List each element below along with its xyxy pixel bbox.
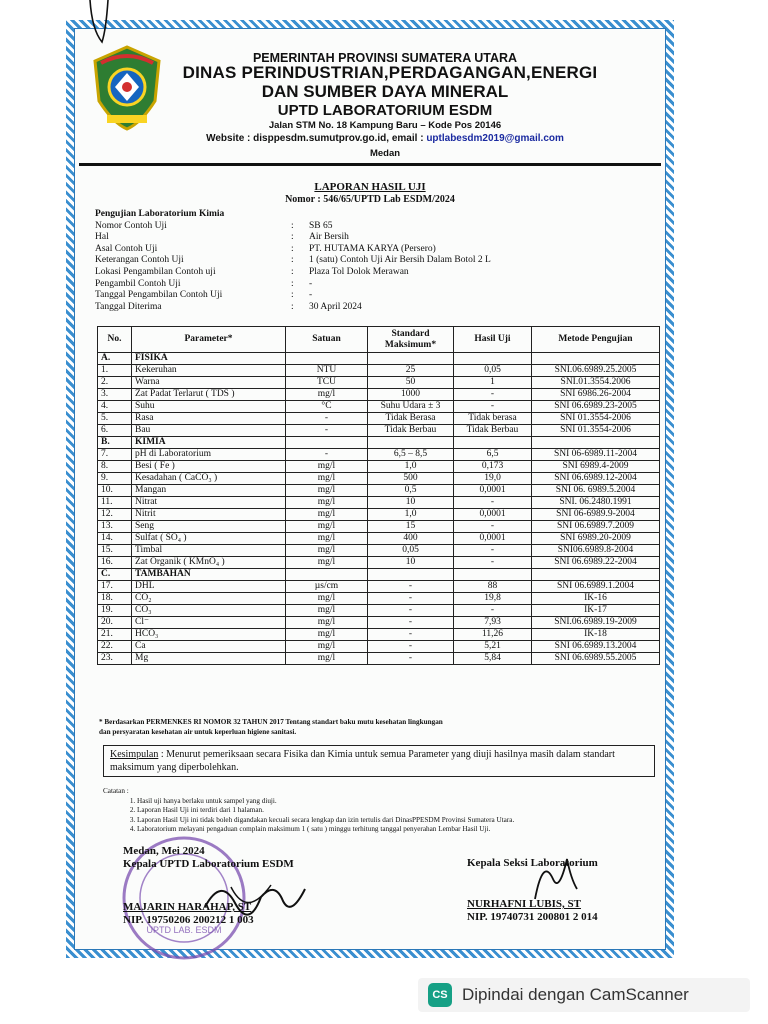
- info-value: 1 (satu) Contoh Uji Air Bersih Dalam Botol 2 L: [309, 255, 491, 266]
- cell-standard: 400: [368, 533, 454, 545]
- cell-unit: mg/l: [286, 485, 368, 497]
- cell-no: 3.: [98, 389, 132, 401]
- department-name-line1: DINAS PERINDUSTRIAN,PERDAGANGAN,ENERGI: [182, 63, 598, 82]
- cell-result: -: [454, 557, 532, 569]
- header-parameter: Parameter*: [132, 327, 286, 353]
- cell-method: SNI 06-6989.11-2004: [532, 449, 660, 461]
- notes-heading: Catatan :: [103, 787, 129, 795]
- website-label: Website : disppesdm.sumutprov.go.id, email :: [206, 133, 427, 144]
- cell-unit: TCU: [286, 377, 368, 389]
- table-section-row: [98, 569, 660, 581]
- sign-left-name: MAJARIN HARAHAP, ST: [123, 901, 252, 913]
- sample-info: [95, 209, 655, 313]
- cell-standard: Suhu Udara ± 3: [368, 401, 454, 413]
- camscanner-label: Dipindai dengan CamScanner: [462, 985, 689, 1004]
- info-value: 30 April 2024: [309, 301, 362, 312]
- cell-standard: 25: [368, 365, 454, 377]
- cell-parameter: Bau: [132, 425, 286, 437]
- cell-unit: mg/l: [286, 533, 368, 545]
- cell-parameter: Zat Organik ( KMnO₄ ): [132, 557, 286, 569]
- info-row: [95, 302, 655, 314]
- cell-unit: [286, 569, 368, 581]
- cell-result: -: [454, 545, 532, 557]
- table-row: [98, 461, 660, 473]
- sign-right-name: NURHAFNI LUBIS, ST: [467, 898, 581, 910]
- info-value: -: [309, 278, 313, 289]
- info-row: [95, 244, 655, 256]
- cell-result: 1: [454, 377, 532, 389]
- conclusion-text: : Menurut pemeriksaan secara Fisika dan Kimia untuk semua Parameter yang diuji hasilnya masih dalam standart maksimum yang diperbolehkan.: [110, 749, 615, 773]
- info-row: [95, 221, 655, 233]
- cell-result: -: [454, 497, 532, 509]
- cell-standard: 15: [368, 521, 454, 533]
- cell-method: SNI 06.6989.13.2004: [532, 641, 660, 653]
- cell-parameter: Warna: [132, 377, 286, 389]
- cell-standard: -: [368, 581, 454, 593]
- table-row: [98, 401, 660, 413]
- cell-method: SNI 06-6989.9-2004: [532, 509, 660, 521]
- letterhead: [75, 29, 665, 167]
- table-row: [98, 473, 660, 485]
- cell-unit: mg/l: [286, 461, 368, 473]
- sign-right-position: Kepala Seksi Laboratorium: [467, 857, 598, 869]
- cell-standard: 1,0: [368, 461, 454, 473]
- cell-standard: [368, 569, 454, 581]
- sign-right-nip: NIP. 19740731 200801 2 014: [467, 911, 598, 923]
- info-value: -: [309, 290, 313, 301]
- cell-no: C.: [98, 569, 132, 581]
- cell-unit: mg/l: [286, 605, 368, 617]
- cell-parameter: Cl⁻: [132, 617, 286, 629]
- email-link[interactable]: uptlabesdm2019@gmail.com: [426, 133, 564, 144]
- info-colon: :: [291, 255, 294, 266]
- cell-unit: -: [286, 425, 368, 437]
- cell-result: [454, 569, 532, 581]
- cell-standard: -: [368, 593, 454, 605]
- cell-method: SNI 6989.4-2009: [532, 461, 660, 473]
- footnote-line2: dan persyaratan kesehatan air untuk keperluan higiene sanitasi.: [99, 728, 297, 736]
- cell-parameter: FISIKA: [132, 353, 286, 365]
- table-section-row: [98, 353, 660, 365]
- cell-parameter: Nitrat: [132, 497, 286, 509]
- sign-date: Medan, Mei 2024: [123, 845, 205, 857]
- cell-parameter: KIMIA: [132, 437, 286, 449]
- cell-method: SNI 06. 6989.5.2004: [532, 485, 660, 497]
- cell-unit: mg/l: [286, 557, 368, 569]
- info-row: [95, 255, 655, 267]
- note-item: 4. Laboratorium melayani pengaduan complain maksimum 1 ( satu ) minggu terhitung tanggal penyerahan Lembar Hasil Uji.: [137, 825, 643, 835]
- info-colon: :: [291, 243, 294, 254]
- report-number: Nomor : 546/65/UPTD Lab ESDM/2024: [285, 194, 455, 205]
- table-row: [98, 365, 660, 377]
- cell-standard: -: [368, 641, 454, 653]
- cell-parameter: Nitrit: [132, 509, 286, 521]
- cell-result: 5,21: [454, 641, 532, 653]
- report-title: LAPORAN HASIL UJI: [314, 181, 426, 193]
- header-unit: Satuan: [286, 327, 368, 353]
- info-colon: :: [291, 301, 294, 312]
- cell-result: 5,84: [454, 653, 532, 665]
- cell-result: -: [454, 389, 532, 401]
- cell-no: 12.: [98, 509, 132, 521]
- cell-unit: mg/l: [286, 653, 368, 665]
- cell-method: [532, 437, 660, 449]
- table-row: [98, 389, 660, 401]
- cell-standard: 1000: [368, 389, 454, 401]
- footnote-line1: * Berdasarkan PERMENKES RI NOMOR 32 TAHUN 2017 Tentang standart baku mutu kesehatan lingkungan: [99, 718, 443, 726]
- info-label: Nomor Contoh Uji: [95, 220, 167, 231]
- cell-unit: mg/l: [286, 389, 368, 401]
- cell-no: 6.: [98, 425, 132, 437]
- stamp-text: UPTD LAB. ESDM: [146, 925, 222, 935]
- table-row: [98, 521, 660, 533]
- cell-result: 19,8: [454, 593, 532, 605]
- info-label: Asal Contoh Uji: [95, 243, 158, 254]
- document-inner: [74, 28, 666, 950]
- cell-result: 88: [454, 581, 532, 593]
- cell-no: 21.: [98, 629, 132, 641]
- info-value: Plaza Tol Dolok Merawan: [309, 266, 409, 277]
- department-name-line2: DAN SUMBER DAYA MINERAL: [261, 82, 509, 101]
- cell-standard: [368, 437, 454, 449]
- cell-no: 14.: [98, 533, 132, 545]
- cell-parameter: Rasa: [132, 413, 286, 425]
- cell-parameter: Besi ( Fe ): [132, 461, 286, 473]
- cell-no: A.: [98, 353, 132, 365]
- cell-result: 0,0001: [454, 509, 532, 521]
- cell-unit: mg/l: [286, 473, 368, 485]
- cell-standard: [368, 353, 454, 365]
- info-label: Pengambil Contoh Uji: [95, 278, 181, 289]
- note-item: 3. Laporan Hasil Uji ini tidak boleh digandakan kecuali secara lengkap dan izin tertulis dari DinasPPESDM Provinsi Sumatera Utara.: [137, 816, 643, 826]
- cell-result: -: [454, 605, 532, 617]
- cell-result: 0,05: [454, 365, 532, 377]
- info-value: Air Bersih: [309, 232, 349, 243]
- cell-standard: -: [368, 617, 454, 629]
- cell-standard: 10: [368, 497, 454, 509]
- cell-method: SNI 01.3554-2006: [532, 413, 660, 425]
- cell-parameter: CO₂: [132, 593, 286, 605]
- cell-method: SNI.01.3554.2006: [532, 377, 660, 389]
- info-label: Keterangan Contoh Uji: [95, 255, 184, 266]
- header-result: Hasil Uji: [454, 327, 532, 353]
- cell-parameter: TAMBAHAN: [132, 569, 286, 581]
- cell-no: 1.: [98, 365, 132, 377]
- table-row: [98, 533, 660, 545]
- cell-unit: mg/l: [286, 497, 368, 509]
- cell-unit: mg/l: [286, 509, 368, 521]
- table-row: [98, 509, 660, 521]
- cell-standard: 6,5 – 8,5: [368, 449, 454, 461]
- results-table: [97, 326, 660, 665]
- table-row: [98, 617, 660, 629]
- table-row: [98, 593, 660, 605]
- signatory-left: [123, 845, 373, 927]
- table-row: [98, 629, 660, 641]
- document-page: [66, 20, 674, 958]
- cell-no: 11.: [98, 497, 132, 509]
- cell-unit: mg/l: [286, 617, 368, 629]
- unit-name: UPTD LABORATORIUM ESDM: [277, 102, 493, 119]
- cell-parameter: Ca: [132, 641, 286, 653]
- info-value: SB 65: [309, 220, 333, 231]
- cell-result: 19,0: [454, 473, 532, 485]
- cell-no: 8.: [98, 461, 132, 473]
- conclusion-box: [103, 745, 655, 777]
- cell-no: 18.: [98, 593, 132, 605]
- cell-result: 11,26: [454, 629, 532, 641]
- cell-parameter: HCO₃: [132, 629, 286, 641]
- cell-parameter: Suhu: [132, 401, 286, 413]
- note-item: 1. Hasil uji hanya berlaku untuk sampel yang diuji.: [137, 797, 643, 807]
- info-colon: :: [291, 290, 294, 301]
- cell-standard: 0,5: [368, 485, 454, 497]
- cell-method: SNI 6986.26-2004: [532, 389, 660, 401]
- cell-method: SNI 06.6989.7.2009: [532, 521, 660, 533]
- cell-no: 13.: [98, 521, 132, 533]
- cell-result: 6,5: [454, 449, 532, 461]
- cell-no: 7.: [98, 449, 132, 461]
- cell-method: SNI 06.6989.22-2004: [532, 557, 660, 569]
- cell-method: SNI. 06.2480.1991: [532, 497, 660, 509]
- cell-result: 7,93: [454, 617, 532, 629]
- pen-mark-icon: [84, 0, 114, 44]
- cell-no: 10.: [98, 485, 132, 497]
- info-row: [95, 267, 655, 279]
- info-label: Tanggal Diterima: [95, 301, 162, 312]
- cell-no: 5.: [98, 413, 132, 425]
- table-row: [98, 653, 660, 665]
- cell-method: SNI 06.6989.12-2004: [532, 473, 660, 485]
- cell-method: SNI 6989.20-2009: [532, 533, 660, 545]
- cell-no: 9.: [98, 473, 132, 485]
- table-row: [98, 485, 660, 497]
- cell-result: Tidak Berbau: [454, 425, 532, 437]
- cell-parameter: DHL: [132, 581, 286, 593]
- cell-standard: 10: [368, 557, 454, 569]
- cell-no: 15.: [98, 545, 132, 557]
- header-method: Metode Pengujian: [532, 327, 660, 353]
- info-colon: :: [291, 220, 294, 231]
- cell-standard: 0,05: [368, 545, 454, 557]
- cell-method: SNI 06.6989.55.2005: [532, 653, 660, 665]
- table-header-row: [98, 327, 660, 353]
- cell-method: [532, 569, 660, 581]
- cell-result: -: [454, 521, 532, 533]
- cell-standard: 500: [368, 473, 454, 485]
- cell-method: IK-18: [532, 629, 660, 641]
- cell-parameter: pH di Laboratorium: [132, 449, 286, 461]
- table-row: [98, 557, 660, 569]
- cell-unit: mg/l: [286, 521, 368, 533]
- cell-standard: -: [368, 653, 454, 665]
- info-row: [95, 290, 655, 302]
- cell-no: B.: [98, 437, 132, 449]
- notes: [103, 787, 643, 835]
- cell-method: SNI06.6989.8-2004: [532, 545, 660, 557]
- cell-method: [532, 353, 660, 365]
- cell-unit: mg/l: [286, 641, 368, 653]
- table-row: [98, 641, 660, 653]
- cell-parameter: Kesadahan ( CaCO₃ ): [132, 473, 286, 485]
- cell-standard: Tidak Berasa: [368, 413, 454, 425]
- info-colon: :: [291, 232, 294, 243]
- cell-method: SNI 06.6989.1.2004: [532, 581, 660, 593]
- cell-no: 4.: [98, 401, 132, 413]
- info-row: [95, 232, 655, 244]
- cell-method: SNI 01.3554-2006: [532, 425, 660, 437]
- table-row: [98, 449, 660, 461]
- cell-method: SNI.06.6989.19-2009: [532, 617, 660, 629]
- cell-result: 0,0001: [454, 485, 532, 497]
- cell-unit: NTU: [286, 365, 368, 377]
- table-row: [98, 413, 660, 425]
- cell-unit: -: [286, 413, 368, 425]
- cell-standard: 1,0: [368, 509, 454, 521]
- cell-unit: µs/cm: [286, 581, 368, 593]
- cell-result: Tidak berasa: [454, 413, 532, 425]
- website-line: [75, 133, 665, 144]
- info-heading: Pengujian Laboratorium Kimia: [95, 209, 225, 219]
- city: Medan: [369, 148, 401, 159]
- table-row: [98, 377, 660, 389]
- sign-left-nip: NIP. 19750206 200212 1 003: [123, 914, 254, 926]
- info-label: Tanggal Pengambilan Contoh Uji: [95, 290, 223, 301]
- signatory-right: [467, 857, 667, 924]
- note-item: 2. Laporan Hasil Uji ini terdiri dari 1 halaman.: [137, 806, 643, 816]
- table-row: [98, 581, 660, 593]
- cell-parameter: Mangan: [132, 485, 286, 497]
- camscanner-logo-icon: CS: [428, 983, 452, 1007]
- table-section-row: [98, 437, 660, 449]
- cell-result: [454, 353, 532, 365]
- cell-no: 22.: [98, 641, 132, 653]
- cell-unit: [286, 437, 368, 449]
- cell-unit: [286, 353, 368, 365]
- cell-method: IK-16: [532, 593, 660, 605]
- info-value: PT. HUTAMA KARYA (Persero): [309, 243, 436, 254]
- info-label: Lokasi Pengambilan Contoh uji: [95, 266, 216, 277]
- cell-no: 20.: [98, 617, 132, 629]
- cell-unit: -: [286, 449, 368, 461]
- sign-left-position: Kepala UPTD Laboratorium ESDM: [123, 858, 294, 870]
- cell-no: 23.: [98, 653, 132, 665]
- government-name: PEMERINTAH PROVINSI SUMATERA UTARA: [252, 51, 518, 65]
- table-row: [98, 425, 660, 437]
- table-row: [98, 605, 660, 617]
- conclusion-label: Kesimpulan: [110, 749, 159, 760]
- camscanner-badge: [418, 978, 750, 1012]
- cell-result: -: [454, 401, 532, 413]
- cell-parameter: CO₃: [132, 605, 286, 617]
- cell-parameter: Seng: [132, 521, 286, 533]
- footnote: [99, 717, 659, 737]
- cell-method: IK-17: [532, 605, 660, 617]
- header-no: No.: [98, 327, 132, 353]
- cell-standard: 50: [368, 377, 454, 389]
- cell-method: SNI 06.6989.23-2005: [532, 401, 660, 413]
- cell-result: 0,173: [454, 461, 532, 473]
- cell-unit: mg/l: [286, 593, 368, 605]
- info-label: Hal: [95, 232, 109, 243]
- info-row: [95, 279, 655, 291]
- info-colon: :: [291, 278, 294, 289]
- cell-parameter: Zat Padat Terlarut ( TDS ): [132, 389, 286, 401]
- letterhead-divider: [79, 163, 661, 166]
- cell-standard: Tidak Berbau: [368, 425, 454, 437]
- cell-unit: mg/l: [286, 629, 368, 641]
- cell-standard: -: [368, 629, 454, 641]
- cell-unit: mg/l: [286, 545, 368, 557]
- cell-no: 19.: [98, 605, 132, 617]
- cell-parameter: Kekeruhan: [132, 365, 286, 377]
- table-row: [98, 545, 660, 557]
- cell-method: SNI.06.6989.25.2005: [532, 365, 660, 377]
- table-row: [98, 497, 660, 509]
- cell-no: 16.: [98, 557, 132, 569]
- report-title-block: [75, 181, 665, 205]
- header-standard: Standard Maksimum*: [368, 327, 454, 353]
- cell-parameter: Sulfat ( SO₄ ): [132, 533, 286, 545]
- cell-parameter: Mg: [132, 653, 286, 665]
- cell-result: 0,0001: [454, 533, 532, 545]
- info-colon: :: [291, 266, 294, 277]
- cell-parameter: Timbal: [132, 545, 286, 557]
- address: Jalan STM No. 18 Kampung Baru – Kode Pos 20146: [268, 120, 502, 131]
- cell-unit: °C: [286, 401, 368, 413]
- cell-no: 2.: [98, 377, 132, 389]
- notes-list: [137, 797, 643, 835]
- cell-standard: -: [368, 605, 454, 617]
- cell-result: [454, 437, 532, 449]
- cell-no: 17.: [98, 581, 132, 593]
